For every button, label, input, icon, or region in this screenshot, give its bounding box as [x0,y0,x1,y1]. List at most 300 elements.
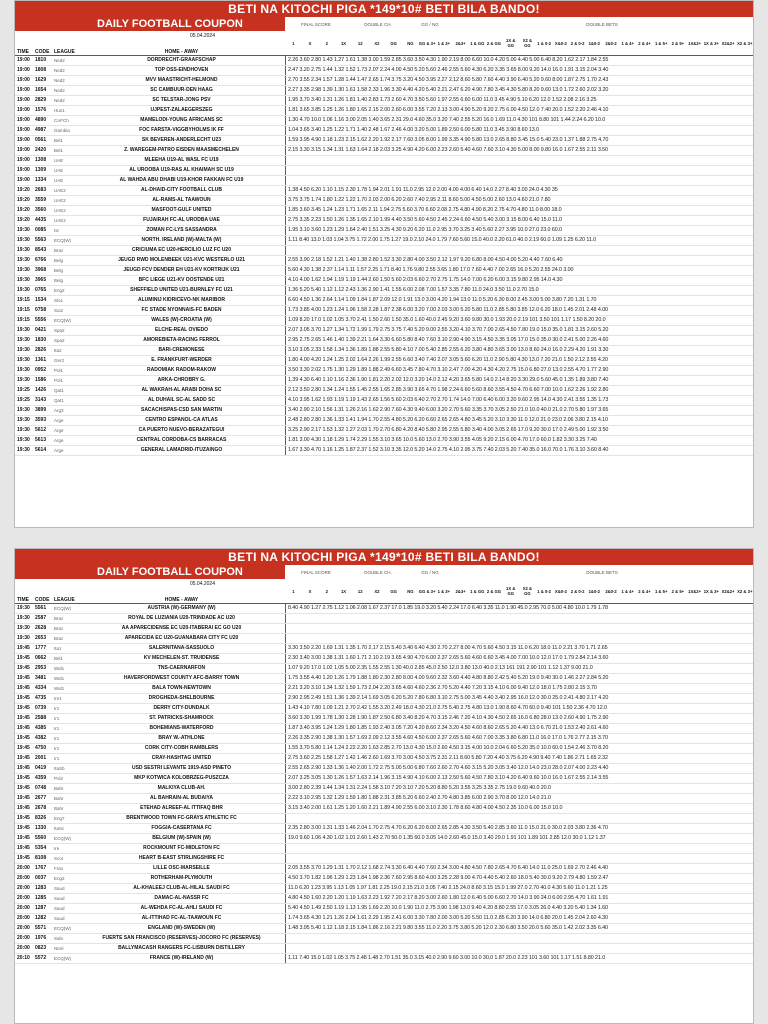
match-odds[interactable]: 4.10 3.95 1.62 1.93 1.19 1.19 1.43 2.65 1.56 5.60 2.03 6.40 2.70 2.70 1.74 14.0 7.00 6.40 6.00 3.20 9.60 2.95 14.0 4.30 2.41 3.55 1.35 1.73 [285,396,753,405]
match-row[interactable] [15,894,753,904]
match-code: 4987 [35,127,47,133]
league-code: Braz [54,626,64,631]
match-row[interactable] [15,376,753,386]
market-header: 2 [325,40,328,46]
league-code: Ned2 [54,98,65,103]
league-code: Belg [54,258,64,263]
match-odds[interactable]: 1.36 5.20 5.40 1.12 1.12 2.43 1.36 2.90 1.41 1.55 6.00 2.08 7.00 1.57 3.35 7.80 11.0 24.0 3.50 11.0 2.70 15.0 [285,286,753,295]
match-odds[interactable]: 4.50 3.70 1.82 1.96 1.29 1.23 1.84 1.98 2.36 7.60 2.95 8.60 4.00 3.25 2.28 9.00 4.70 4.40 5.40 2.60 18.0 5.40 30.0 9.20 2.79 4.80 1.59 2.47 [285,874,753,883]
match-odds[interactable]: 1.48 3.95 5.40 1.12 1.18 2.15 1.84 1.86 2.16 2.21 9.80 3.55 11.0 2.20 3.75 3.80 5.20 12.0 2.30 6.80 3.50 20.0 5.60 35.0 1.42 2.02 3.35 6.40 [285,924,753,933]
match-code: 3593 [35,417,47,423]
match-odds[interactable]: 1.11 7.40 15.0 1.02 1.05 3.75 2.48 1.48 2.70 1.51 35.0 3.15 40.0 2.90 9.60 3.00 10.0 30.0 1.87 20.0 2.23 101 3.60 101 1.17 1.51 8.80 21.0 [285,954,753,963]
match-code: 2420 [35,147,47,153]
match-row[interactable] [15,814,753,824]
match-code: 1334 [35,177,47,183]
match-row[interactable] [15,854,753,864]
match-time: 19:45 [17,785,30,791]
match-teams: TOP OSS-EINDHOVEN [154,67,209,73]
league-code: Spa2 [54,338,65,343]
league-code: Belg [54,268,64,273]
match-row[interactable] [15,754,753,764]
match-odds[interactable] [285,944,753,953]
market-header: 2 & GG [486,40,502,46]
match-time: 20:00 [17,935,30,941]
match-row[interactable] [15,256,753,266]
match-time: 19:20 [17,217,30,223]
market-header: X2 [374,40,380,46]
match-code: 1287 [35,905,47,911]
match-row[interactable] [15,326,753,336]
match-row[interactable] [15,874,753,884]
market-header: X2 [374,588,380,594]
match-odds[interactable]: 2.55 3.90 2.18 1.52 1.21 1.40 1.38 2.80 1.52 3.30 2.80 4.00 3.50 2.12 1.97 9.20 6.80 8.00 4.50 4.00 5.20 4.40 7.60 6.40 [285,256,753,265]
league-code: ECQ(W) [54,606,71,611]
league-code: Wal1 [54,676,65,681]
match-code: 3965 [35,277,47,283]
match-row[interactable] [15,406,753,416]
group-double-bets: DOUBLE BETS [586,569,618,575]
match-time: 19:15 [17,317,30,323]
match-row[interactable] [15,96,753,106]
match-row[interactable] [15,704,753,714]
match-code: 0561 [35,137,47,143]
match-odds[interactable]: 1.04 3.65 3.40 1.25 1.22 1.71 1.40 2.48 1.67 2.46 4.00 3.20 5.00 1.89 2.50 6.00 5.80 11.0 3.45 3.90 8.60 13.0 [285,126,753,135]
match-row[interactable] [15,66,753,76]
match-code: 8108 [35,855,47,861]
match-row[interactable] [15,216,753,226]
match-row[interactable] [15,76,753,86]
group-gg-ng: GG / NG [421,21,439,27]
match-odds[interactable] [285,614,753,623]
match-row[interactable] [15,664,753,674]
league-code: ECQ(W) [54,238,71,243]
match-teams: AUSTRIA (W)-GERMANY (W) [147,605,216,611]
match-odds[interactable]: 1.81 3.65 3.85 1.25 1.26 1.80 1.65 2.15 2.00 2.60 6.00 3.55 7.20 2.13 3.00 4.90 5.20 9.20 2.75 6.00 4.50 12.0 7.40 20.0 1.52 2.20 2.46 4.10 [285,106,753,115]
match-teams: ROYAL DE LUZIANIA U20-TRINDADE AC U20 [128,615,235,621]
match-row[interactable] [15,306,753,316]
coupon-title: DAILY FOOTBALL COUPON [15,17,285,31]
match-code: 6766 [35,257,47,263]
match-row[interactable] [15,166,753,176]
market-header: 1 & 5+ [654,40,668,46]
match-odds[interactable]: 2.05 3.55 3.70 1.29 1.31 1.70 2.12 1.68 2.74 3.30 6.40 4.40 7.60 2.34 3.00 4.80 4.50 7.80 2.65 4.70 6.40 14.0 11.0 25.0 1.69 2.70 2.46 4.40 [285,864,753,873]
match-time: 19:25 [17,387,30,393]
league-code: Slo1 [54,298,64,303]
match-row[interactable] [15,136,753,146]
match-teams: AL WAKRAH-AL ARABI DOHA SC [141,387,222,393]
match-row[interactable] [15,336,753,346]
match-code: 4750 [35,745,47,751]
match-row[interactable] [15,316,753,326]
match-row[interactable] [15,296,753,306]
match-odds[interactable]: 3.30 3.50 2.20 1.69 1.31 1.35 1.70 2.17 2.15 5.40 3.40 6.40 4.30 2.70 2.27 8.00 4.70 5.60 4.50 3.15 11.0 6.20 18.0 11.0 2.21 3.70 1.71 2.65 [285,644,753,653]
league-code: UAE2 [54,188,66,193]
league-code: CAFCh [54,118,69,123]
league-code: Arge [54,418,64,423]
col-home-away: HOME - AWAY [164,49,199,55]
match-time: 19:45 [17,665,30,671]
match-odds[interactable]: 3.50 3.30 2.02 1.75 1.30 1.29 1.89 1.88 2.49 6.60 3.45 7.80 4.70 3.10 2.47 7.00 4.20 4.30 4.20 2.75 15.0 6.80 27.0 13.0 2.55 4.70 1.77 2.90 [285,366,753,375]
match-time: 19:45 [17,705,30,711]
match-row[interactable] [15,804,753,814]
match-teams: HAVERFORDWEST COUNTY AFC-BARRY TOWN [123,675,240,681]
match-odds[interactable]: 1.80 4.00 4.20 1.24 1.25 2.02 1.64 2.26 1.99 2.55 6.60 3.40 7.40 2.07 3.05 5.60 6.20 11.0 2.90 5.80 4.30 13.0 7.20 21.0 1.50 2.12 2.55 4.20 [285,356,753,365]
match-odds[interactable]: 1.59 3.95 4.90 1.18 1.23 2.15 1.62 2.20 1.92 2.17 7.60 3.05 8.00 1.99 3.35 4.90 5.80 13.0 2.65 8.80 3.45 15.0 5.40 23.0 1.37 1.88 2.75 4.70 [285,136,753,145]
match-row[interactable] [15,674,753,684]
match-row[interactable] [15,56,753,66]
market-header: 2 & 5+ [671,40,685,46]
match-odds[interactable]: 1.95 3.70 3.40 1.31 1.26 1.81 1.40 2.83 1.73 2.60 4.70 3.50 5.60 1.97 2.55 6.60 6.00 11.0 3.45 4.90 5.10 6.20 12.0 1.52 2.08 2.16 3.25 [285,96,753,105]
match-time: 19:45 [17,825,30,831]
match-teams: ETEHAD ALREEF-AL ITTIFAQ BHR [140,805,223,811]
market-header: 1&0-2 [588,40,600,46]
match-time: 19:30 [17,407,30,413]
league-code: Bahr [54,806,64,811]
match-odds[interactable]: 3.25 2.90 2.17 1.53 1.32 1.27 2.03 1.70 2.70 6.80 4.20 8.40 5.80 2.95 2.55 5.80 3.40 4.00 3.05 2.65 17.0 9.20 30.0 17.0 2.49 5.00 1.92 3.50 [285,426,753,435]
match-teams: NORTH. IRELAND (W)-MALTA (W) [141,237,222,243]
match-row[interactable] [15,106,753,116]
match-odds[interactable]: 1.38 4.50 6.20 1.10 1.15 2.30 1.78 1.94 2.01 1.91 11.0 2.95 12.0 2.00 4.00 4.00 6.40 14.0 2.27 8.40 3.00 24.0 4.30 35 [285,186,753,195]
match-odds[interactable]: 1.09 8.20 17.0 1.02 1.05 3.70 2.41 1.50 2.60 1.50 35.0 1.60 40.0 2.45 9.20 3.60 9.80 30.0 1.93 20.0 2.19 101 3.50 101 1.17 1.50 8.20 20.0 [285,316,753,325]
match-odds[interactable]: 2.07 3.25 3.05 1.30 1.26 1.57 1.63 2.14 1.96 3.15 4.90 4.10 6.00 2.13 2.50 5.60 4.50 7.80 3.10 4.20 6.40 9.60 10.0 16.0 1.67 2.55 2.14 3.55 [285,774,753,783]
match-time: 19:20 [17,187,30,193]
match-code: 2001 [35,755,47,761]
market-header: 1 [292,588,295,594]
match-row[interactable] [15,824,753,834]
match-odds[interactable]: 2.47 3.20 2.75 1.44 1.32 1.52 1.73 2.07 2.24 4.00 4.50 5.20 5.60 2.46 2.55 5.60 4.30 6.20 3.35 3.65 8.00 9.20 14.0 16.0 1.91 3.15 2.04 3.40 [285,66,753,75]
league-code: Ned2 [54,58,65,63]
match-teams: USD SESTRI LEVANTE 1919-ASD PINETO [131,765,231,771]
match-odds[interactable]: 3.10 3.05 2.33 1.58 1.34 1.36 1.89 1.88 2.55 5.80 4.10 7.00 5.40 2.85 2.55 6.20 3.80 4.80 3.65 3.00 13.0 8.60 24.0 16.0 2.29 4.20 1.91 3.30 [285,346,753,355]
match-time: 20:00 [17,865,30,871]
match-time: 20:00 [17,885,30,891]
match-code: 5556 [35,317,47,323]
match-odds[interactable] [285,176,753,185]
match-row[interactable] [15,944,753,954]
match-row[interactable] [15,744,753,754]
match-row[interactable] [15,156,753,166]
match-odds[interactable]: 11.0 6.20 1.23 3.95 1.13 1.05 1.97 1.81 2.25 19.0 2.15 21.0 3.05 7.40 2.15 24.0 8.60 3.15 15.0 1.99 27.0 2.70 40.0 4.30 5.60 11.0 1.21 1.25 [285,884,753,893]
match-row[interactable] [15,226,753,236]
match-odds[interactable]: 2.22 3.10 2.95 1.32 1.29 1.59 1.80 1.88 2.31 3.85 5.20 6.60 2.40 2.70 4.80 3.85 6.00 2.90 3.70 8.00 12.0 14.0 21.0 [285,794,753,803]
match-odds[interactable]: 2.26 3.35 2.90 1.38 1.30 1.57 1.69 2.09 2.12 3.55 4.60 4.50 6.00 2.37 2.65 5.60 4.60 7.00 3.35 3.80 6.80 11.0 16.0 17.0 1.76 2.77 2.15 3.70 [285,734,753,743]
match-odds[interactable]: 2.48 2.80 2.80 1.36 1.33 1.41 1.94 1.70 2.55 4.80 5.20 6.20 6.60 2.65 2.65 4.80 3.45 5.20 3.10 3.30 11.0 12.0 21.0 23.0 2.06 3.80 2.15 4.10 [285,416,753,425]
match-odds[interactable]: 2.15 3.30 3.15 1.34 1.31 1.63 1.64 2.18 2.03 3.25 4.90 4.20 6.00 2.23 2.60 5.40 4.60 7.60 3.10 4.30 5.00 8.00 9.80 16.0 1.67 2.55 2.11 3.50 [285,146,753,155]
match-row[interactable] [15,654,753,664]
match-odds[interactable]: 2.90 2.95 2.49 1.51 1.36 1.39 2.14 1.69 3.05 6.20 5.20 7.80 6.80 3.10 2.75 5.00 3.45 4.40 3.40 2.95 16.0 12.0 30.0 25.0 2.41 4.80 2.17 4.20 [285,694,753,703]
match-row[interactable] [15,774,753,784]
match-row[interactable] [15,864,753,874]
match-row[interactable] [15,724,753,734]
match-row[interactable] [15,286,753,296]
match-time: 19:45 [17,695,30,701]
match-code: 0419 [35,765,47,771]
match-teams: LILLE OSC-MARSEILLE [153,865,210,871]
market-header: X2 & 3+ [737,588,753,594]
league-code: ECQ(W) [54,926,71,931]
market-header: X&0-2 [554,40,567,46]
match-time: 19:30 [17,377,30,383]
match-code: 8543 [35,247,47,253]
match-odds[interactable] [285,634,753,643]
match-row[interactable] [15,904,753,914]
match-odds[interactable]: 2.75 3.60 2.25 1.58 1.27 1.42 1.46 2.60 1.69 3.70 3.00 4.50 3.75 2.31 2.11 8.60 5.80 7.20 4.40 3.75 6.20 4.90 9.40 7.40 1.86 2.71 1.65 2.32 [285,754,753,763]
match-row[interactable] [15,784,753,794]
match-teams: BRENTWOOD TOWN FC-GRAYS ATHLETIC FC [126,815,237,821]
match-odds[interactable] [285,624,753,633]
league-code: Ire [54,846,60,851]
league-code: Ir1 [54,736,60,741]
league-code: Bel1 [54,148,64,153]
league-code: ECQ(W) [54,318,71,323]
match-teams: DERRY CITY-DUNDALK [153,705,210,711]
match-odds[interactable] [285,814,753,823]
match-row[interactable] [15,604,753,614]
match-row[interactable] [15,624,753,634]
match-odds[interactable]: 3.60 3.30 1.99 1.78 1.30 1.28 1.90 1.87 2.50 6.80 3.40 8.20 4.70 3.15 2.46 7.20 4.10 4.30 4.50 2.65 16.0 6.80 28.0 13.0 2.60 4.90 1.75 2.90 [285,714,753,723]
match-odds[interactable]: 2.27 3.35 2.98 1.39 1.30 1.61 1.58 2.33 1.96 3.30 4.40 4.20 5.40 2.21 2.47 6.20 4.90 7.80 3.45 4.30 5.80 8.20 9.60 13.0 1.72 2.60 2.02 3.20 [285,86,753,95]
match-odds[interactable]: 3.75 3.75 1.74 1.80 1.22 1.22 1.70 2.03 2.00 6.20 2.60 7.40 2.95 2.11 8.60 5.00 4.50 5.00 2.60 13.0 4.60 21.0 7.80 [285,196,753,205]
market-header: 1X & 3+ [703,588,719,594]
match-row[interactable] [15,714,753,724]
match-odds[interactable]: 1.75 3.55 4.40 1.20 1.26 1.79 1.88 1.80 2.30 2.80 8.00 4.00 9.60 2.32 3.60 4.40 4.80 8.80 2.42 5.40 5.20 19.0 9.40 30.0 1.46 2.27 2.84 5.20 [285,674,753,683]
match-odds[interactable]: 1.95 3.10 3.60 1.23 1.29 1.64 2.40 1.51 3.25 4.30 9.20 6.20 11.0 2.95 3.70 3.25 3.40 5.60 2.27 3.95 10.0 27.0 23.0 60.0 [285,226,753,235]
col-code: CODE [35,597,50,603]
match-row[interactable] [15,116,753,126]
market-header: 2 & 5+ [671,588,685,594]
match-teams: ROCKMOUNT FC-MIDLETON FC [143,845,220,851]
market-header: 2 & 0-2 [570,40,585,46]
league-code: Braz [54,636,64,641]
match-teams: DAMAC-AL-NASSR FC [154,895,209,901]
coupon-header [15,565,753,604]
league-code: Eng2 [54,876,65,881]
market-header: 2&3+ [455,40,466,46]
match-teams: DORDRECHT-GRAAFSCHAP [147,57,216,63]
match-time: 19:30 [17,327,30,333]
league-code: Ir1 [54,716,60,721]
match-time: 19:00 [17,167,30,173]
match-code: 4735 [35,695,47,701]
market-header: 1X & GG [506,586,516,596]
match-time: 19:45 [17,745,30,751]
match-odds[interactable] [285,166,753,175]
match-row[interactable] [15,764,753,774]
match-odds[interactable]: 1.67 3.30 4.70 1.16 1.25 1.87 2.37 1.52 3.10 3.35 12.0 5.20 14.0 2.75 4.10 2.95 3.75 7.40 2.03 5.20 7.40 35.0 16.0 70.0 1.76 3.10 3.60 8.40 [285,446,753,455]
match-row[interactable] [15,834,753,844]
match-odds[interactable]: 1.87 3.40 3.95 1.24 1.29 1.80 1.85 1.93 2.40 3.05 7.20 4.20 8.60 2.34 3.20 4.50 4.60 8.60 2.65 5.20 4.40 13.0 6.70 21.0 1.53 2.40 2.61 4.60 [285,724,753,733]
match-row[interactable] [15,694,753,704]
match-row[interactable] [15,614,753,624]
match-code: 4385 [35,725,47,731]
league-code: Qat1 [54,388,64,393]
league-code: Belg [54,278,64,283]
match-odds[interactable]: 2.70 3.55 2.34 1.57 1.28 1.44 1.47 2.65 1.74 3.75 3.20 4.50 3.95 2.27 2.12 8.60 5.80 7.60 4.40 3.90 6.40 5.20 9.60 8.00 1.87 2.75 1.70 2.43 [285,76,753,85]
match-row[interactable] [15,356,753,366]
match-odds[interactable] [285,934,753,943]
match-time: 20:00 [17,875,30,881]
league-code: Arge [54,438,64,443]
match-row[interactable] [15,924,753,934]
match-odds[interactable]: 3.40 2.90 2.10 1.56 1.31 1.26 2.16 1.62 2.90 7.60 4.30 9.40 6.00 3.20 2.70 5.60 3.35 3.70 3.05 2.50 21.0 10.0 40.0 21.0 2.70 5.80 1.97 3.65 [285,406,753,415]
league-code: Pol1 [54,378,64,383]
match-row[interactable] [15,634,753,644]
match-teams: CORK CITY-COBH RAMBLERS [144,745,219,751]
match-odds[interactable]: 5.60 4.30 1.38 2.37 1.14 1.11 1.57 2.25 1.71 8.40 1.76 9.80 2.55 3.65 1.80 17.0 7.60 4.40 7.00 2.65 16.0 5.20 2.55 24.0 3.00 [285,266,753,275]
match-odds[interactable]: 2.12 3.50 2.80 1.34 1.24 1.55 1.45 2.55 1.65 2.85 3.90 3.65 4.70 1.98 2.24 6.60 5.60 8.60 3.55 4.50 4.70 6.60 7.00 10.0 1.62 2.26 1.92 2.80 [285,386,753,395]
match-row[interactable] [15,276,753,286]
match-time: 19:00 [17,97,30,103]
match-teams: CENTRO ESPANOL-CA ATLAS [145,417,218,423]
match-odds[interactable]: 3.00 2.80 2.39 1.44 1.34 1.31 2.24 1.58 3.10 7.20 3.10 7.20 5.20 8.80 5.20 3.55 3.25 3.35 2.75 19.0 9.60 40.0 20.0 [285,784,753,793]
match-teams: KV MECHELEN-ST. TRUIDENSE [143,655,220,661]
match-odds[interactable]: 1.74 3.65 4.30 1.21 1.26 2.04 1.61 2.29 1.95 2.41 6.00 3.30 7.80 2.00 3.00 5.20 5.50 11.0 2.85 6.20 3.90 14.0 6.80 20.0 1.45 2.04 2.60 4.30 [285,914,753,923]
match-teams: UJPEST-ZALAEGERSZEG [150,107,213,113]
match-time: 19:45 [17,765,30,771]
match-row[interactable] [15,884,753,894]
league-code: Braz [54,616,64,621]
match-odds[interactable]: 19.0 9.60 1.06 4.30 1.02 1.01 2.60 1.43 2.70 50.0 1.35 60.0 3.05 14.0 2.60 45.0 15.0 3.40 29.0 1.91 101 1.89 101 2.85 12.0 30.0 1.12 1.37 [285,834,753,843]
match-row[interactable] [15,934,753,944]
coupon-date: 05.04.2024 [189,33,215,39]
match-odds[interactable] [285,156,753,165]
match-odds[interactable]: 2.07 3.05 3.70 1.27 1.34 1.72 1.99 1.79 2.75 3.75 7.40 5.20 9.00 2.55 3.20 4.10 3.70 7.00 2.65 4.50 7.80 19.0 15.0 35.0 1.81 3.15 2.60 5.20 [285,326,753,335]
match-odds[interactable]: 1.73 3.85 4.00 1.23 1.24 1.96 1.58 2.28 1.87 2.38 6.00 3.20 7.00 2.03 3.00 5.20 5.80 11.0 2.85 5.80 3.85 12.0 6.20 18.0 1.45 2.01 2.48 4.00 [285,306,753,315]
league-code: UAE2 [54,208,66,213]
match-odds[interactable]: 2.75 3.35 2.23 1.50 1.26 1.35 1.65 2.10 1.99 4.40 3.50 5.60 4.50 2.45 2.24 6.60 4.50 5.40 3.00 3.15 8.00 6.40 15.0 11.0 [285,216,753,225]
match-odds[interactable]: 1.43 4.10 7.80 1.09 1.21 2.70 2.42 1.55 3.20 2.49 18.0 4.30 21.0 2.75 5.40 2.75 4.80 13.0 1.90 8.60 4.70 60.0 9.40 101 1.50 2.36 4.70 12.0 [285,704,753,713]
match-code: 2653 [35,635,47,641]
match-odds[interactable]: 4.10 4.00 1.62 1.94 1.19 1.19 1.44 2.60 1.50 5.60 2.03 6.60 2.70 2.75 1.75 14.0 7.00 6.20 6.00 3.15 9.80 2.95 14.0 4.30 [285,276,753,285]
match-odds[interactable]: 8.40 4.90 1.27 2.75 1.12 1.06 2.08 1.67 2.37 17.0 1.85 19.0 3.20 5.40 2.24 17.0 6.40 3.35 11.0 1.90 45.0 2.95 70.0 5.00 4.80 10.0 1.79 1.78 [285,604,753,613]
match-time: 19:00 [17,117,30,123]
match-row[interactable] [15,196,753,206]
match-row[interactable] [15,266,753,276]
match-teams: DROGHEDA-SHELBOURNE [148,695,215,701]
match-code: 1309 [35,167,47,173]
match-time: 19:00 [17,137,30,143]
match-code: 1976 [35,935,47,941]
match-odds[interactable]: 1.30 4.70 10.0 1.06 1.16 3.00 2.05 1.40 3.65 2.31 29.0 4.60 35.0 3.20 7.40 2.55 5.20 16.0 1.69 11.0 4.30 101 8.80 101 1.44 2.24 6.20 10.0 [285,116,753,125]
match-row[interactable] [15,346,753,356]
match-row[interactable] [15,176,753,186]
match-row[interactable] [15,386,753,396]
col-code: CODE [35,49,50,55]
match-row[interactable] [15,644,753,654]
match-row[interactable] [15,126,753,136]
match-row[interactable] [15,246,753,256]
match-odds[interactable]: 4.80 4.50 1.60 2.20 1.20 1.19 1.63 2.23 1.92 7.20 2.17 8.20 3.00 2.60 1.80 12.0 6.40 5.00 6.60 2.70 14.0 3.90 24.0 6.00 2.95 4.70 1.61 1.91 [285,894,753,903]
match-teams: FRANCE (W)-IRELAND (W) [149,955,214,961]
match-odds[interactable]: 2.21 3.20 3.10 1.34 1.32 1.59 1.73 2.04 2.20 3.65 4.60 4.60 2.36 2.70 5.20 4.40 7.20 3.15 4.10 6.00 9.40 12.0 18.0 1.75 2.80 2.15 3.70 [285,684,753,693]
match-odds[interactable]: 2.55 2.65 2.90 1.33 1.36 1.40 2.00 1.72 2.75 5.00 5.00 6.80 7.60 2.60 2.70 4.60 3.15 5.20 3.05 3.40 12.0 14.0 23.0 28.0 2.07 4.00 2.23 4.40 [285,764,753,773]
match-odds[interactable]: 1.39 4.30 6.40 1.10 1.16 2.36 1.90 1.81 2.20 2.02 12.0 3.20 14.0 2.12 4.20 3.65 5.80 14.0 2.14 8.20 3.30 29.0 5.60 45.0 1.35 1.89 3.80 7.40 [285,376,753,385]
market-header: 1X & 3+ [703,40,719,46]
match-row[interactable] [15,86,753,96]
match-row[interactable] [15,436,753,446]
match-row[interactable] [15,954,753,964]
match-row[interactable] [15,684,753,694]
match-code: 0421 [35,327,47,333]
match-code: 0758 [35,307,47,313]
match-teams: BRAY W.-ATHLONE [158,735,205,741]
match-teams: SK BEVEREN-ANDERLECHT U23 [141,137,222,143]
match-teams: MLEEHA U19-AL WASL FC U19 [144,157,219,163]
match-row[interactable] [15,446,753,456]
match-odds[interactable]: 6.60 4.50 1.36 2.64 1.14 1.09 1.84 1.87 2.09 12.0 1.91 13.0 3.00 4.20 1.94 13.0 11.0 5.20 6.30 8.00 2.45 3.00 5.00 3.80 7.20 1.31 1.70 [285,296,753,305]
match-teams: CRAY-HASHTAG UNITED [151,755,212,761]
match-odds[interactable]: 2.35 2.80 3.00 1.31 1.33 1.46 2.04 1.70 2.75 4.70 6.20 6.20 8.00 2.65 2.85 4.30 3.50 5.40 2.85 3.60 11.0 15.0 21.0 30.0 2.03 3.80 2.36 4.70 [285,824,753,833]
match-odds[interactable]: 3.15 3.40 2.00 1.61 1.25 1.20 1.60 2.21 1.89 4.90 2.55 6.00 3.10 2.30 1.78 8.60 4.80 4.00 4.50 2.35 10.0 6.00 15.0 10.0 [285,804,753,813]
match-row[interactable] [15,426,753,436]
market-header: 1&0-2 [588,588,600,594]
match-teams: FUJAIRAH FC-AL URODBA UAE [143,217,220,223]
match-code: 3899 [35,407,47,413]
col-time: TIME [17,597,29,603]
match-odds[interactable]: 2.26 3.60 2.80 1.43 1.27 1.61 1.38 3.00 1.59 2.85 3.60 3.50 4.30 1.90 2.19 8.00 6.60 10.0 4.20 5.00 4.40 5.00 6.40 8.20 1.62 2.17 1.84 2.55 [285,56,753,65]
market-header: GG & 3+ [418,40,436,46]
match-code: 4359 [35,775,47,781]
match-odds[interactable]: 1.55 3.70 5.80 1.14 1.24 2.22 2.20 1.63 2.85 2.70 13.0 4.30 15.0 2.60 4.50 3.15 4.00 10.0 2.04 6.60 5.20 35.0 10.0 60.0 1.54 2.46 3.70 8.20 [285,744,753,753]
match-code: 8326 [35,815,47,821]
match-row[interactable] [15,734,753,744]
match-time: 19:00 [17,127,30,133]
match-code: 2829 [35,97,47,103]
match-row[interactable] [15,794,753,804]
match-odds[interactable]: 1.11 8.40 13.0 1.03 1.04 3.75 1.72 2.00 1.75 1.27 19.0 2.10 24.0 1.79 7.60 5.60 15.0 40.0 2.20 61.0 40.0 2.19 60.0 1.09 1.25 6.20 11.0 [285,236,753,245]
market-headers [285,579,753,603]
match-code: 2588 [35,715,47,721]
match-teams: FUERTE SAN FRANCISCO (RESERVES)-JOCORO FC (RESERVES) [102,935,261,941]
match-row[interactable] [15,914,753,924]
match-odds[interactable]: 5.40 4.50 1.49 2.50 1.19 1.13 1.95 1.69 2.20 10.0 1.90 11.0 2.75 3.90 1.98 13.0 9.40 4.20 8.80 2.55 17.0 3.05 26.0 4.40 3.20 5.40 1.34 1.60 [285,904,753,913]
match-odds[interactable]: 2.30 3.40 3.00 1.38 1.31 1.60 1.71 2.10 2.19 3.65 4.90 4.70 6.00 2.37 2.65 5.60 4.60 6.60 3.45 4.00 7.00 10.0 12.0 17.0 1.79 2.84 2.14 3.60 [285,654,753,663]
match-time: 19:30 [17,447,30,453]
market-header: GG [390,588,397,594]
coupon-title: DAILY FOOTBALL COUPON [15,565,285,579]
match-time: 19:45 [17,715,30,721]
match-row[interactable] [15,844,753,854]
match-row[interactable] [15,416,753,426]
match-odds[interactable] [285,246,753,255]
match-odds[interactable]: 1.07 9.20 17.0 1.02 1.05 5.00 2.35 1.55 2.55 1.30 40.0 2.85 45.0 2.50 12.0 3.80 13.0 40.0 2.13 161 191 2.90 101 1.12 1.37 9.00 21.0 [285,664,753,673]
league-code: Wal1 [54,686,65,691]
match-row[interactable] [15,206,753,216]
match-row[interactable] [15,396,753,406]
match-row[interactable] [15,186,753,196]
match-odds[interactable]: 2.95 2.75 2.65 1.46 1.40 1.39 2.21 1.64 3.30 6.60 5.80 8.40 7.60 3.10 2.90 4.90 3.15 4.50 3.35 3.05 17.0 15.0 35.0 30.0 2.41 5.00 2.26 4.60 [285,336,753,345]
market-header: X&0-2 [554,588,567,594]
match-teams: BARI-CREMONESE [158,347,205,353]
match-row[interactable] [15,366,753,376]
match-code: 0952 [35,367,47,373]
match-time: 19:45 [17,855,30,861]
match-code: 1586 [35,377,47,383]
match-time: 19:00 [17,87,30,93]
match-code: 1576 [35,107,47,113]
match-row[interactable] [15,236,753,246]
match-odds[interactable] [285,854,753,863]
match-teams: GENERAL LAMADRID-ITUZAINGO [140,447,223,453]
match-odds[interactable] [285,844,753,853]
league-code: Eng2 [54,288,65,293]
match-odds[interactable]: 1.81 3.00 4.30 1.18 1.29 1.74 2.29 1.55 3.10 3.65 10.0 5.60 13.0 2.70 3.90 3.55 4.05 9.20 2.15 6.00 4.70 17.0 60.0 1.82 3.30 3.25 7.40 [285,436,753,445]
match-time: 19:30 [17,437,30,443]
match-odds[interactable]: 1.85 3.60 3.45 1.24 1.23 1.71 1.65 2.11 1.94 2.75 5.60 3.70 6.60 2.08 2.75 4.80 4.90 8.20 2.75 4.70 4.80 11.0 8.00 18.0 [285,206,753,215]
match-teams: JEUGD RWD MOLENBEEK U21-KVC WESTERLO U21 [118,257,245,263]
match-row[interactable] [15,146,753,156]
league-code: Qat1 [54,398,64,403]
